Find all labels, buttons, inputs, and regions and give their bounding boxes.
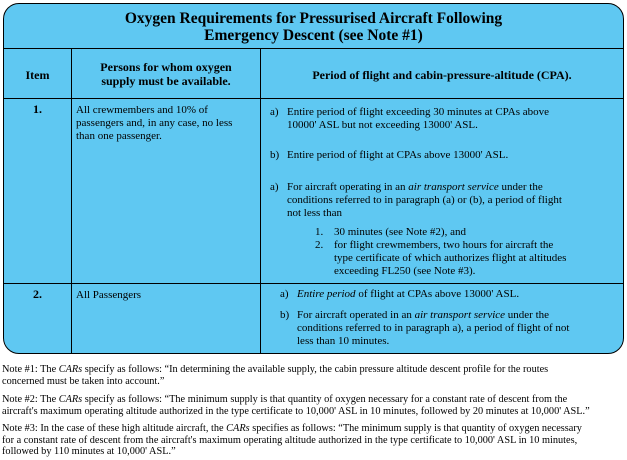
note-line <box>2 423 624 435</box>
clause-label: b) <box>270 149 280 161</box>
clause-text <box>297 309 620 348</box>
sub-text <box>334 239 615 278</box>
clause-line: conditions referred to in paragraph a), a period of flight of not <box>297 322 570 334</box>
clause-line: Entire period of flight at CPAs above 13000' ASL. <box>287 149 509 161</box>
clause-line: not less than <box>287 207 342 219</box>
clause-label: a) <box>270 181 279 193</box>
note-2 <box>2 394 624 417</box>
emphasis: CARs <box>58 394 83 405</box>
row2-persons <box>76 289 256 302</box>
divider <box>4 283 623 284</box>
note-1 <box>2 364 624 387</box>
note-text: Note #2: The <box>2 394 59 405</box>
table-title-line: Emergency Descent (see Note #1) <box>204 27 423 44</box>
row1-persons-line: passengers and, in any case, no less <box>76 117 233 129</box>
divider <box>71 49 72 353</box>
sub-line: 30 minutes (see Note #2), and <box>334 226 466 238</box>
note-line: followed by 110 minutes at 10,000' ASL.” <box>2 446 176 457</box>
sub-text <box>334 226 466 239</box>
header-persons-line: supply must be available. <box>101 74 231 88</box>
note-text: Note #1: The <box>2 364 59 375</box>
clause-label: a) <box>270 106 279 118</box>
note-text: specifies as follows: “The minimum supply is that quantity of oxygen necessary <box>249 423 582 434</box>
note-line: concerned must be taken into account.” <box>2 375 165 387</box>
clause-line: 10000' ASL but not exceeding 13000' ASL. <box>287 119 478 131</box>
sub-label: 1. <box>315 226 324 238</box>
note-line <box>2 364 624 376</box>
clause-text-segment: of flight at CPAs above 13000' ASL. <box>355 288 520 300</box>
clause-text-segment: under the <box>498 181 543 193</box>
header-item: Item <box>25 68 50 82</box>
table-title-line: Oxygen Requirements for Pressurised Aircraft Following <box>124 10 503 27</box>
clause-text <box>297 288 519 301</box>
clause-line: less than 10 minutes. <box>297 335 390 347</box>
clause-line: conditions referred to in paragraph (a) or (b), a period of flight <box>287 194 562 206</box>
clause-label: a) <box>280 288 289 300</box>
emphasis: CARs <box>58 364 83 375</box>
note-line: for a constant rate of descent from the aircraft's maximum operating altitude authorized in the type certificate to 10,000' ASL in 10 minutes, <box>2 434 578 446</box>
oxygen-requirements-table <box>3 3 624 354</box>
table-title <box>4 10 623 44</box>
clause-text-segment: under the <box>505 309 550 321</box>
note-text: Note #3: In the case of these high altitude aircraft, the <box>2 423 227 434</box>
divider <box>260 49 261 353</box>
row2-item: 2. <box>33 287 42 301</box>
clause-label: b) <box>280 309 290 321</box>
clause-text-segment: For aircraft operated in an <box>297 309 415 321</box>
clause-line <box>297 288 519 301</box>
clause-line <box>287 181 620 194</box>
clause-text <box>287 106 549 132</box>
note-line: aircraft's maximum operating altitude authorized in the type certificate to 10,000' ASL in 10 minutes, followed by 20 minutes at 10,000' ASL.” <box>2 405 590 417</box>
emphasis: Entire period <box>297 288 356 300</box>
row1-persons-line: All crewmembers and 10% of <box>76 104 208 116</box>
clause-text-segment: For aircraft operating in an <box>287 181 409 193</box>
header-persons-line: Persons for whom oxygen <box>100 60 232 74</box>
clause-text <box>287 149 508 162</box>
note-text: specify as follows: “The minimum supply is that quantity of oxygen necessary for a constant rate of descent from the <box>82 394 568 405</box>
row2-persons-line: All Passengers <box>76 289 142 301</box>
note-line <box>2 394 624 406</box>
sub-label: 2. <box>315 239 324 251</box>
emphasis: air transport service <box>414 309 506 321</box>
row1-item: 1. <box>33 102 42 116</box>
row1-persons-line: than one passenger. <box>76 130 162 142</box>
clause-line: Entire period of flight exceeding 30 minutes at CPAs above <box>287 106 550 118</box>
divider <box>4 48 623 49</box>
header-period: Period of flight and cabin-pressure-altitude (CPA). <box>312 68 572 82</box>
note-3 <box>2 423 624 458</box>
divider <box>4 98 623 99</box>
clause-line <box>297 309 620 322</box>
sub-line: type certificate of which authorizes flight at altitudes <box>334 252 567 264</box>
row1-persons <box>76 104 256 143</box>
emphasis: air transport service <box>408 181 499 193</box>
sub-line: for flight crewmembers, two hours for aircraft the <box>334 239 554 251</box>
clause-text <box>287 181 620 220</box>
note-text: specify as follows: “In determining the available supply, the cabin pressure altitude descent profile for the routes <box>82 364 549 375</box>
emphasis: CARs <box>226 423 250 434</box>
header-persons <box>72 60 260 88</box>
sub-line: exceeding FL250 (see Note #3). <box>334 265 476 277</box>
